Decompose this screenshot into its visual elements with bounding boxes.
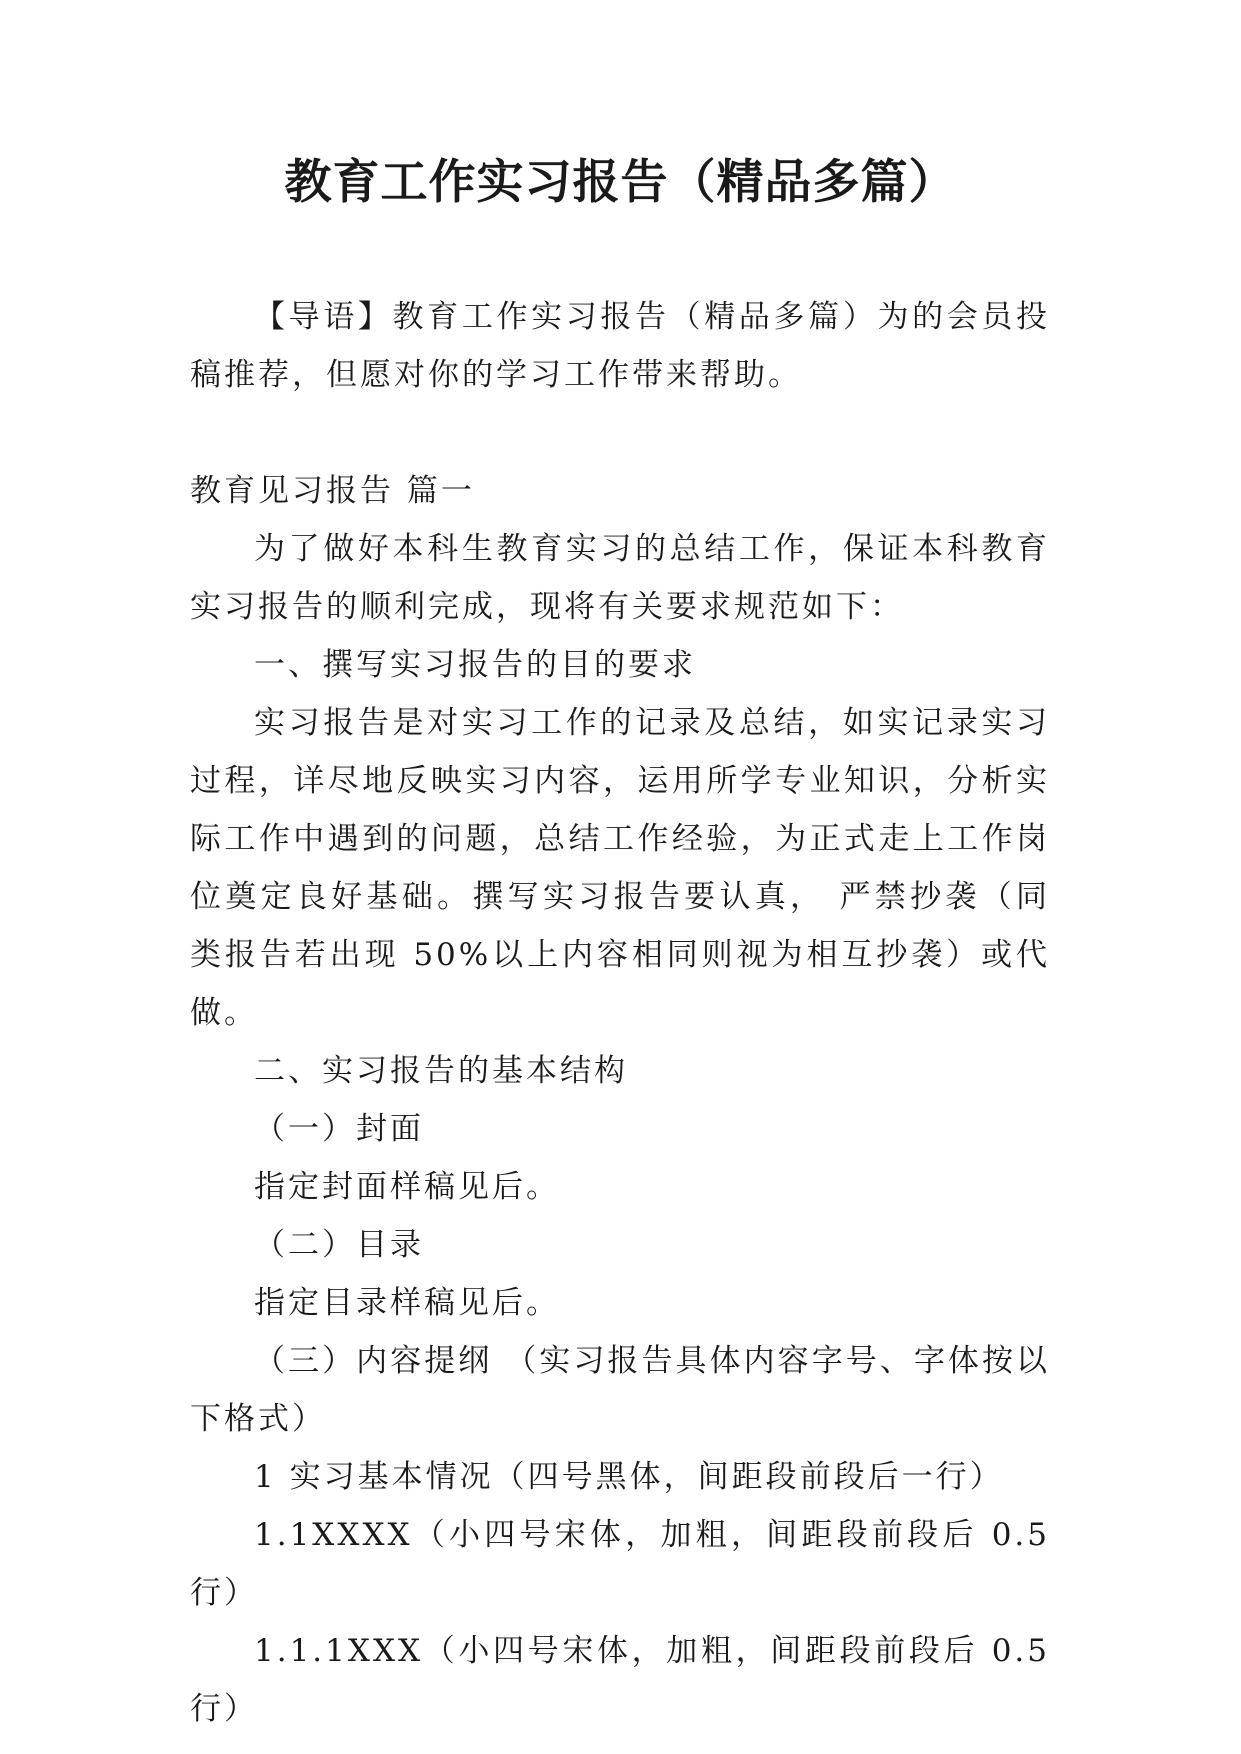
- heading-2: 二、实习报告的基本结构: [254, 1053, 628, 1089]
- paragraph-2: 实习报告是对实习工作的记录及总结，如实记录实习过程，详尽地反映实习内容，运用所学专业知识，分析实际工作中遇到的问题，总结工作经验，为正式走上工作岗位奠定良好基础。撰写实习报告要认真， 严禁抄袭（同类报告若出现 50%以上内容相同则视为相互抄袭）或代做。: [190, 705, 1050, 1031]
- cover-note: 指定封面样稿见后。: [254, 1169, 560, 1205]
- heading-1: 一、撰写实习报告的目的要求: [254, 647, 696, 683]
- subheading-cover: （一）封面: [254, 1111, 424, 1147]
- format-line-2: 1.1XXXX（小四号宋体，加粗，间距段前段后 0.5 行）: [190, 1517, 1050, 1611]
- document-body: [190, 288, 1050, 1738]
- format-line-3: 1.1.1XXX（小四号宋体，加粗，间距段前段后 0.5 行）: [190, 1633, 1050, 1727]
- intro-paragraph: 【导语】教育工作实习报告（精品多篇）为的会员投稿推荐，但愿对你的学习工作带来帮助。: [190, 299, 1050, 393]
- format-line-1: 1 实习基本情况（四号黑体，间距段前段后一行）: [254, 1459, 1004, 1495]
- section-heading: 教育见习报告 篇一: [190, 473, 475, 509]
- document-title: 教育工作实习报告（精品多篇）: [284, 155, 957, 210]
- subheading-outline: （三）内容提纲 （实习报告具体内容字号、字体按以下格式）: [190, 1343, 1050, 1437]
- toc-note: 指定目录样稿见后。: [254, 1285, 560, 1321]
- paragraph-1: 为了做好本科生教育实习的总结工作，保证本科教育实习报告的顺利完成，现将有关要求规范如下：: [190, 531, 1050, 625]
- subheading-toc: （二）目录: [254, 1227, 424, 1263]
